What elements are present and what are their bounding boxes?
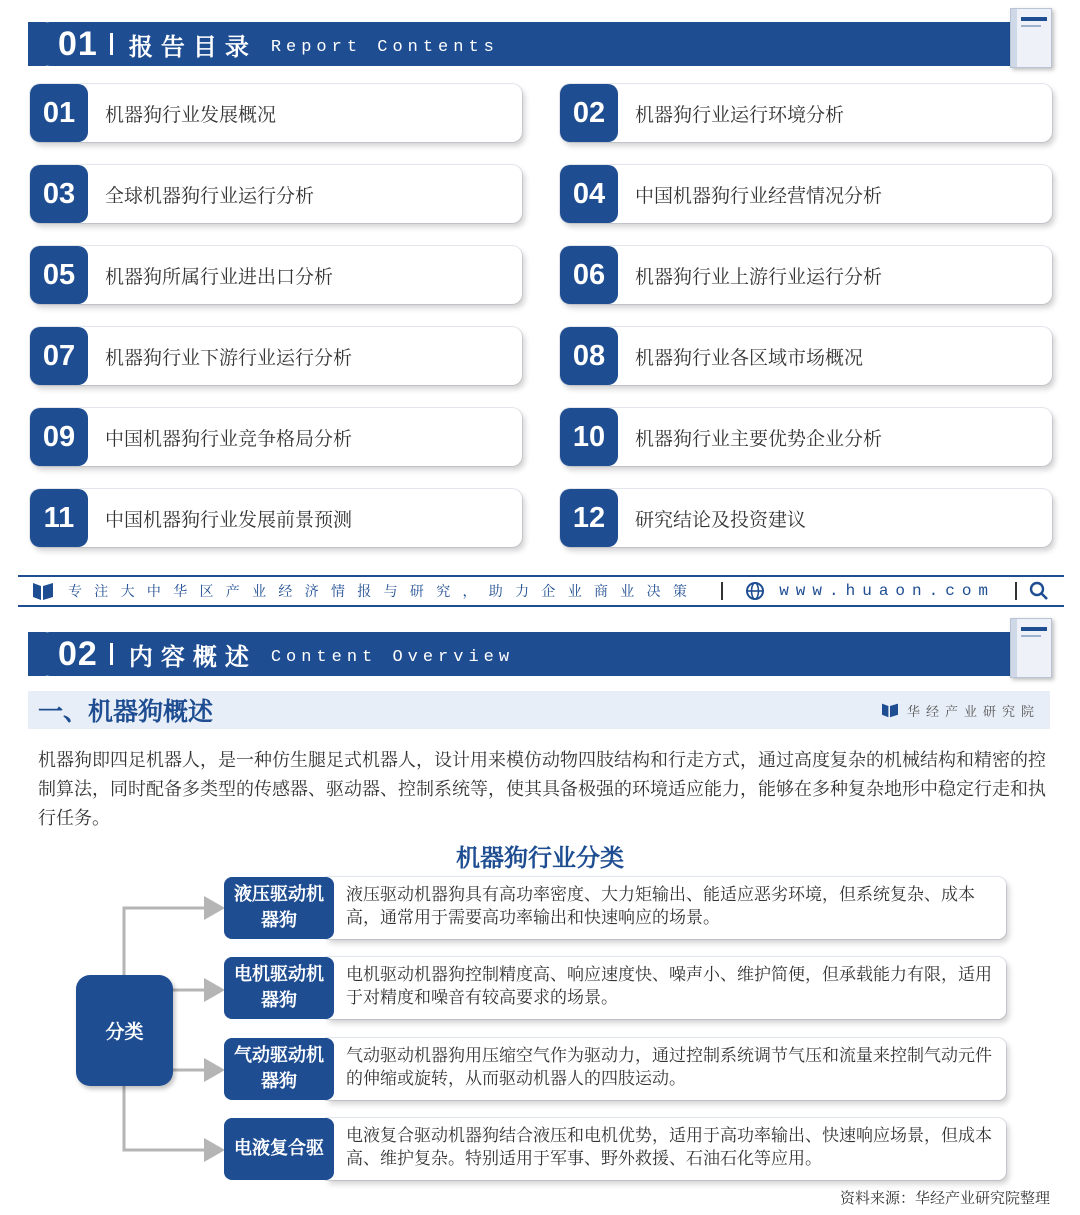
toc-item-11[interactable] <box>30 489 522 547</box>
divider <box>721 582 723 600</box>
toc-section-number: 01 <box>58 24 98 63</box>
toc-number: 12 <box>560 489 618 547</box>
toc-item-09[interactable] <box>30 408 522 466</box>
toc-number: 10 <box>560 408 618 466</box>
toc-label: 机器狗所属行业进出口分析 <box>105 265 334 288</box>
toc-section-banner <box>28 22 1028 66</box>
brand-name: 华经产业研究院 <box>906 704 1040 720</box>
category-row <box>224 1118 1006 1180</box>
brand-mark <box>881 701 1040 720</box>
toc-label: 机器狗行业发展概况 <box>105 103 277 126</box>
toc-number: 02 <box>560 84 618 142</box>
category-description: 电液复合驱动机器狗结合液压和电机优势，适用于高功率输出、快速响应场景，但成本高、维护复杂。特别适用于军事、野外救援、石油石化等应用。 <box>326 1118 1006 1180</box>
toc-label: 中国机器狗行业发展前景预测 <box>105 508 353 531</box>
toc-label: 中国机器狗行业经营情况分析 <box>635 184 883 207</box>
book-logo-icon <box>881 702 899 718</box>
toc-label: 机器狗行业主要优势企业分析 <box>635 427 883 450</box>
toc-item-08[interactable] <box>560 327 1052 385</box>
toc-item-05[interactable] <box>30 246 522 304</box>
toc-section-title: 报告目录 <box>128 32 257 61</box>
toc-label: 机器狗行业下游行业运行分析 <box>105 346 353 369</box>
report-cover-icon <box>1010 8 1052 68</box>
category-description: 液压驱动机器狗具有高功率密度、大力矩输出、能适应恶劣环境，但系统复杂、成本高，通常用于需要高功率输出和快速响应的场景。 <box>326 877 1006 939</box>
overview-section-number: 02 <box>58 634 98 673</box>
toc-number: 06 <box>560 246 618 304</box>
toc-number: 05 <box>30 246 88 304</box>
toc-item-07[interactable] <box>30 327 522 385</box>
overview-heading: 一、机器狗概述 <box>38 697 214 726</box>
toc-label: 中国机器狗行业竞争格局分析 <box>105 427 353 450</box>
toc-number: 04 <box>560 165 618 223</box>
category-description: 气动驱动机器狗用压缩空气作为驱动力，通过控制系统调节气压和流量来控制气动元件的伸缩或旋转，从而驱动机器人的四肢运动。 <box>326 1038 1006 1100</box>
search-icon[interactable] <box>1029 581 1049 601</box>
toc-item-01[interactable] <box>30 84 522 142</box>
toc-item-04[interactable] <box>560 165 1052 223</box>
category-row <box>224 877 1006 939</box>
divider <box>1015 582 1017 600</box>
slogan-text: 专注大中华区产业经济情报与研究，助力企业商业决策 <box>68 584 700 600</box>
source-note: 资料来源：华经产业研究院整理 <box>839 1189 1050 1207</box>
toc-item-03[interactable] <box>30 165 522 223</box>
category-row <box>224 1038 1006 1100</box>
toc-number: 03 <box>30 165 88 223</box>
toc-number: 07 <box>30 327 88 385</box>
overview-section-banner <box>28 632 1028 676</box>
category-label: 电机驱动机器狗 <box>224 957 334 1019</box>
toc-item-10[interactable] <box>560 408 1052 466</box>
category-label: 气动驱动机器狗 <box>224 1038 334 1100</box>
banner-separator <box>110 33 113 55</box>
toc-item-02[interactable] <box>560 84 1052 142</box>
report-cover-icon <box>1010 618 1052 678</box>
toc-label: 全球机器狗行业运行分析 <box>105 184 315 207</box>
toc-label: 机器狗行业上游行业运行分析 <box>635 265 883 288</box>
toc-label: 机器狗行业运行环境分析 <box>635 103 845 126</box>
book-logo-icon <box>32 581 54 601</box>
banner-separator <box>110 643 113 665</box>
overview-paragraph: 机器狗即四足机器人，是一种仿生腿足式机器人，设计用来模仿动物四肢结构和行走方式，通过高度复杂的机械结构和精密的控制算法，同时配备多类型的传感器、驱动器、控制系统等，使其具备极强的环境适应能力，能够在多种复杂地形中稳定行走和执行任务。 <box>38 750 1046 829</box>
globe-icon <box>745 581 765 601</box>
classification-root: 分类 <box>76 975 173 1086</box>
toc-item-12[interactable] <box>560 489 1052 547</box>
website-link[interactable]: www.huaon.com <box>779 582 996 600</box>
toc-number: 09 <box>30 408 88 466</box>
classification-title: 机器狗行业分类 <box>456 844 624 872</box>
toc-number: 01 <box>30 84 88 142</box>
toc-section-title-en: Report Contents <box>270 37 499 57</box>
category-row <box>224 957 1006 1019</box>
toc-number: 11 <box>30 489 88 547</box>
toc-item-06[interactable] <box>560 246 1052 304</box>
overview-heading-bar <box>28 691 1050 729</box>
category-label: 电液复合驱 <box>224 1118 334 1180</box>
overview-section-title: 内容概述 <box>128 642 257 671</box>
category-label: 液压驱动机器狗 <box>224 877 334 939</box>
slogan-bar <box>18 575 1064 607</box>
category-description: 电机驱动机器狗控制精度高、响应速度快、噪声小、维护简便，但承载能力有限，适用于对精度和噪音有较高要求的场景。 <box>326 957 1006 1019</box>
toc-label: 机器狗行业各区域市场概况 <box>635 346 864 369</box>
toc-label: 研究结论及投资建议 <box>635 508 807 531</box>
overview-section-title-en: Content Overview <box>270 647 515 667</box>
toc-number: 08 <box>560 327 618 385</box>
